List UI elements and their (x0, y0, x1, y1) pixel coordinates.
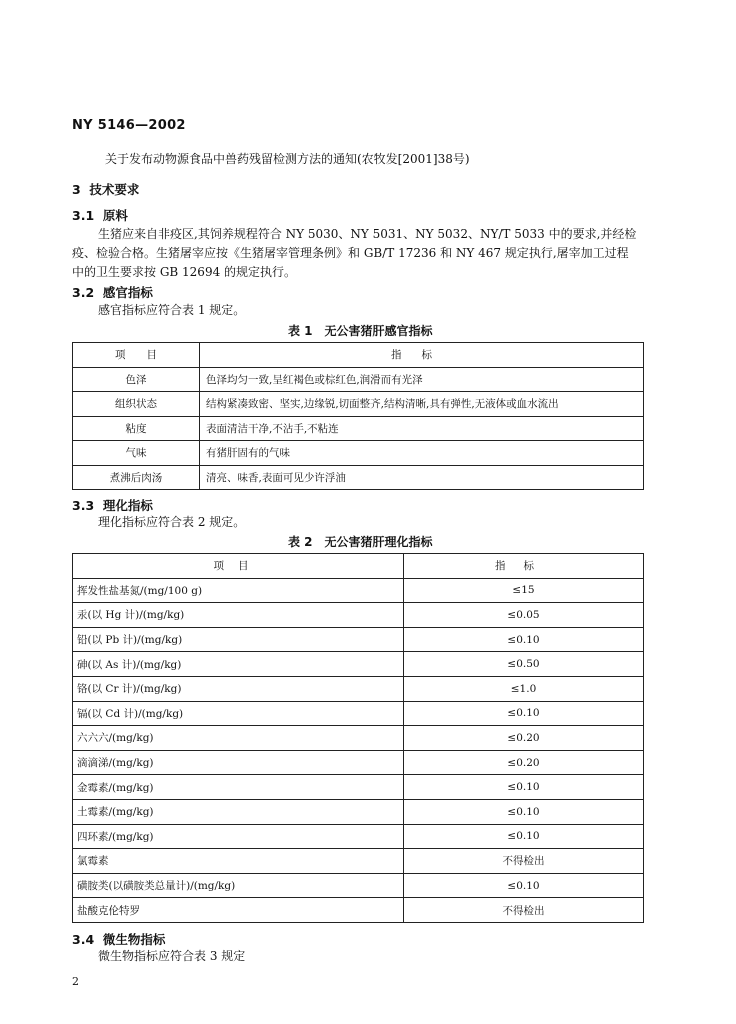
table-row (73, 849, 644, 874)
row-item: 滴滴涕/(mg/kg) (73, 750, 404, 775)
row-item: 汞(以 Hg 计)/(mg/kg) (73, 603, 404, 628)
table-row (73, 726, 644, 751)
table-1 (72, 342, 644, 490)
row-indicator: ≤0.05 (404, 603, 644, 628)
section-3-4-heading (72, 930, 165, 948)
section-3-2-heading (72, 283, 153, 301)
row-item: 粘度 (73, 416, 200, 441)
table-row (73, 775, 644, 800)
row-item: 金霉素/(mg/kg) (73, 775, 404, 800)
row-indicator: ≤0.10 (404, 824, 644, 849)
table-row (73, 465, 644, 490)
section-number: 3.3 (72, 498, 95, 513)
section-3-3-heading (72, 496, 153, 514)
row-item: 盐酸克伦特罗 (73, 898, 404, 923)
row-item: 铅(以 Pb 计)/(mg/kg) (73, 627, 404, 652)
standard-header: NY 5146—2002 (72, 118, 186, 133)
section-title: 技术要求 (89, 182, 140, 197)
header-indicator: 指标 (200, 343, 644, 368)
section-number: 3.4 (72, 932, 95, 947)
row-item: 组织状态 (73, 392, 200, 417)
table-header-row (73, 554, 644, 579)
section-number: 3 (72, 182, 81, 197)
table-2 (72, 553, 644, 923)
row-indicator: 色泽均匀一致,呈红褐色或棕红色,润滑而有光泽 (200, 367, 644, 392)
row-indicator: 不得检出 (404, 898, 644, 923)
section-3-1-line-1: 生猪应来自非疫区,其饲养规程符合 NY 5030、NY 5031、NY 5032、NY/T 5033 中的要求,并经检 (98, 227, 637, 241)
table-row (73, 627, 644, 652)
section-3-1-line-3: 中的卫生要求按 GB 12694 的规定执行。 (72, 265, 297, 279)
header-item: 项目 (73, 554, 404, 579)
row-indicator: 不得检出 (404, 849, 644, 874)
table-row (73, 824, 644, 849)
table-row (73, 603, 644, 628)
row-item: 煮沸后肉汤 (73, 465, 200, 490)
table-1-caption: 表 1 无公害猪肝感官指标 (288, 324, 433, 338)
row-item: 镉(以 Cd 计)/(mg/kg) (73, 701, 404, 726)
row-indicator: ≤0.10 (404, 799, 644, 824)
page-number: 2 (72, 975, 79, 988)
row-item: 六六六/(mg/kg) (73, 726, 404, 751)
section-3-2-text: 感官指标应符合表 1 规定。 (98, 303, 246, 317)
table-row (73, 799, 644, 824)
section-title: 原料 (102, 208, 128, 223)
row-item: 氯霉素 (73, 849, 404, 874)
table-row (73, 676, 644, 701)
row-indicator: 有猪肝固有的气味 (200, 441, 644, 466)
row-item: 土霉素/(mg/kg) (73, 799, 404, 824)
table-row (73, 873, 644, 898)
section-3-1-heading (72, 206, 128, 224)
section-title: 感官指标 (102, 285, 153, 300)
row-indicator: ≤0.10 (404, 627, 644, 652)
table-row (73, 578, 644, 603)
row-indicator: ≤0.20 (404, 750, 644, 775)
header-indicator: 指标 (404, 554, 644, 579)
row-item: 气味 (73, 441, 200, 466)
row-item: 磺胺类(以磺胺类总量计)/(mg/kg) (73, 873, 404, 898)
row-indicator: ≤0.50 (404, 652, 644, 677)
table-row (73, 701, 644, 726)
row-indicator: ≤0.20 (404, 726, 644, 751)
row-indicator: ≤0.10 (404, 775, 644, 800)
reference-line: 关于发布动物源食品中兽药残留检测方法的通知(农牧发[2001]38号) (105, 152, 470, 166)
table-row (73, 392, 644, 417)
row-indicator: ≤1.0 (404, 676, 644, 701)
row-indicator: 结构紧凑致密、坚实,边缘锐,切面整齐,结构清晰,具有弹性,无液体或血水流出 (200, 392, 644, 417)
table-row (73, 367, 644, 392)
table-header-row (73, 343, 644, 368)
row-item: 挥发性盐基氮/(mg/100 g) (73, 578, 404, 603)
row-indicator: 清亮、味香,表面可见少许浮油 (200, 465, 644, 490)
table-row (73, 898, 644, 923)
section-title: 微生物指标 (102, 932, 166, 947)
table-row (73, 652, 644, 677)
section-3-heading (72, 180, 139, 198)
row-indicator: ≤0.10 (404, 873, 644, 898)
row-indicator: 表面清洁干净,不沾手,不粘连 (200, 416, 644, 441)
section-3-3-text: 理化指标应符合表 2 规定。 (98, 515, 246, 529)
header-item: 项 目 (73, 343, 200, 368)
section-number: 3.1 (72, 208, 95, 223)
section-3-1-line-2: 疫、检验合格。生猪屠宰应按《生猪屠宰管理条例》和 GB/T 17236 和 NY 467 规定执行,屠宰加工过程 (72, 246, 629, 260)
row-item: 砷(以 As 计)/(mg/kg) (73, 652, 404, 677)
section-3-4-text: 微生物指标应符合表 3 规定 (98, 949, 246, 963)
row-item: 四环素/(mg/kg) (73, 824, 404, 849)
table-row (73, 416, 644, 441)
section-number: 3.2 (72, 285, 95, 300)
table-2-caption: 表 2 无公害猪肝理化指标 (288, 535, 433, 549)
row-item: 色泽 (73, 367, 200, 392)
section-title: 理化指标 (102, 498, 153, 513)
row-item: 铬(以 Cr 计)/(mg/kg) (73, 676, 404, 701)
row-indicator: ≤0.10 (404, 701, 644, 726)
table-row (73, 750, 644, 775)
table-row (73, 441, 644, 466)
row-indicator: ≤15 (404, 578, 644, 603)
